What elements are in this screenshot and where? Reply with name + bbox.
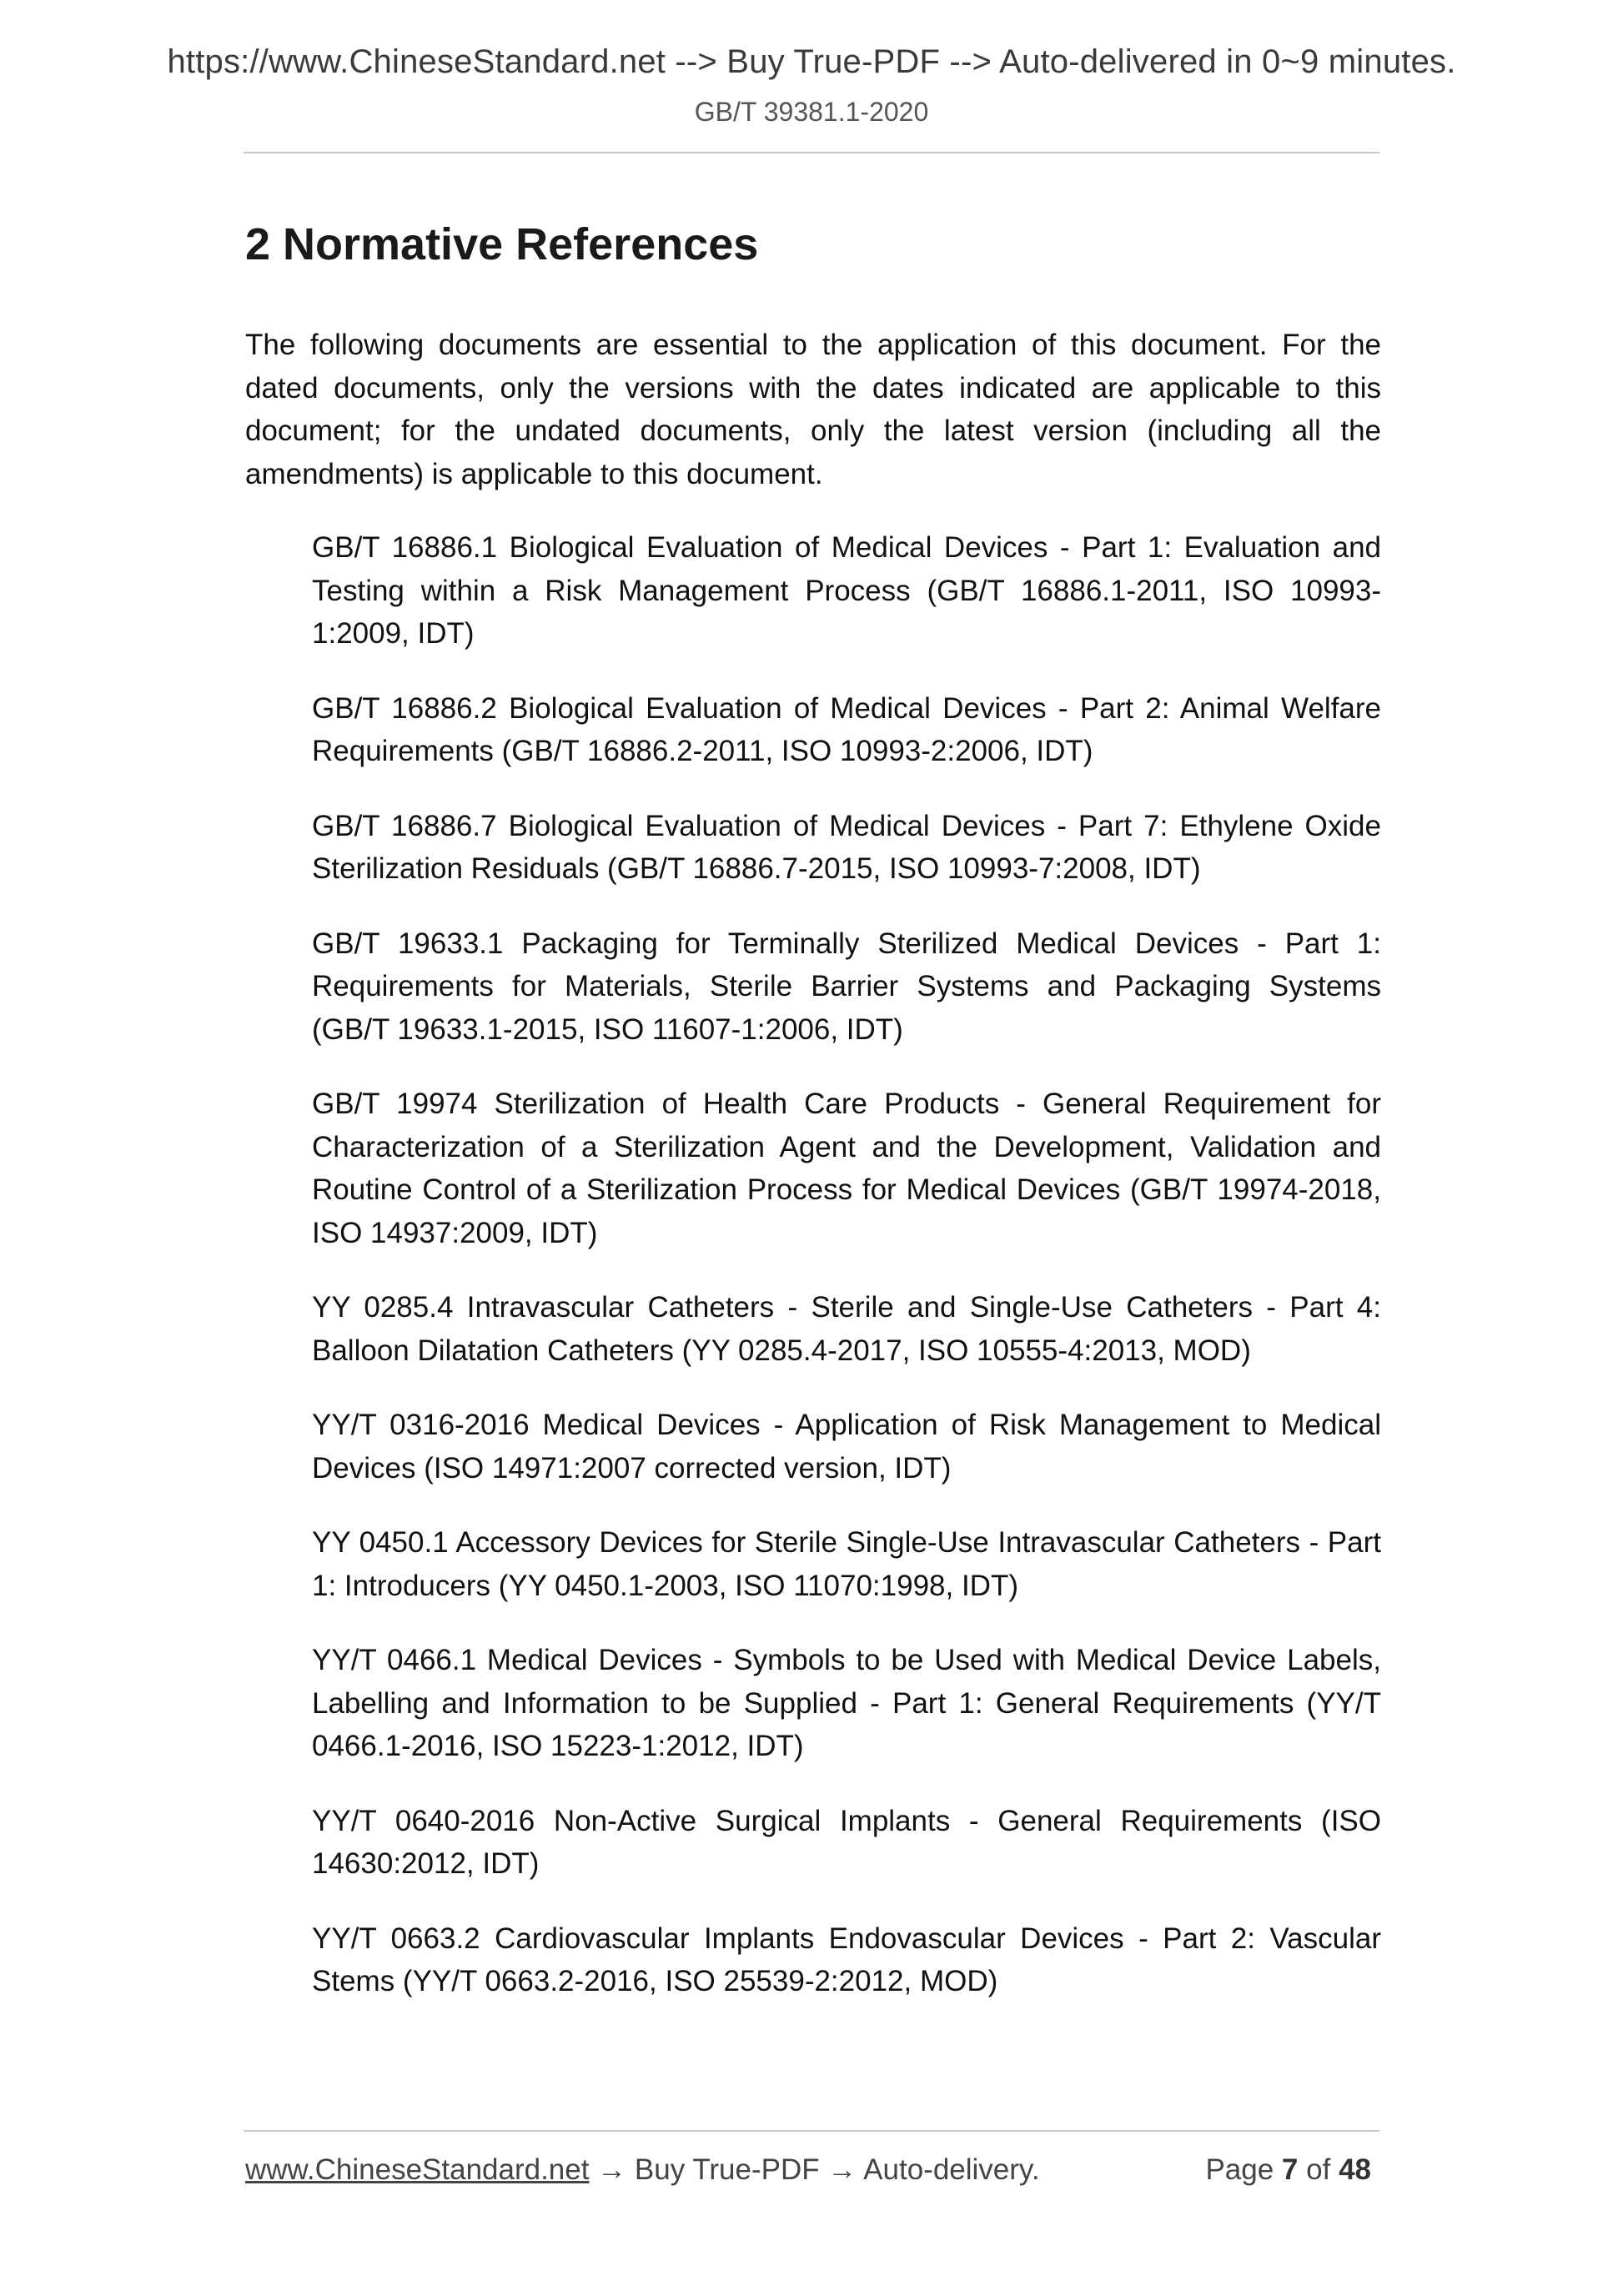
of-word: of [1306,2153,1331,2186]
reference-item: GB/T 16886.7 Biological Evaluation of Medical Devices - Part 7: Ethylene Oxide Sterilization Residuals (GB/T 16886.7-2015, ISO 10993-7:2008, IDT) [312,809,1381,885]
footer-site-link[interactable]: www.ChineseStandard.net [245,2153,590,2186]
reference-list [312,526,1381,2035]
header-banner: https://www.ChineseStandard.net --> Buy True-PDF --> Auto-delivered in 0~9 minutes. [167,43,1456,80]
reference-item: YY/T 0466.1 Medical Devices - Symbols to be Used with Medical Device Labels, Labelling and Information to be Supplied - Part 1: General Requirements (YY/T 0466.1-2016, ISO 15223-1:2012, IDT) [312,1644,1381,1762]
reference-item: GB/T 19974 Sterilization of Health Care Products - General Requirement for Characterization of a Sterilization Agent and the Development, Validation and Routine Control of a Sterilization Process for Medical Devices (GB/T 19974-2018, ISO 14937:2009, IDT) [312,1088,1381,1249]
header-divider [244,152,1379,153]
current-page-number: 7 [1281,2153,1299,2186]
total-pages-number: 48 [1339,2153,1371,2186]
reference-item: YY/T 0316-2016 Medical Devices - Application of Risk Management to Medical Devices (ISO 14971:2007 corrected version, IDT) [312,1409,1381,1485]
page-footer [245,2153,1381,2187]
reference-item: GB/T 19633.1 Packaging for Terminally Sterilized Medical Devices - Part 1: Requirements for Materials, Sterile Barrier Systems and Packaging Systems (GB/T 19633.1-2015, ISO 11607-1:2006, IDT) [312,927,1381,1046]
page-word: Page [1205,2153,1274,2186]
reference-item: GB/T 16886.1 Biological Evaluation of Medical Devices - Part 1: Evaluation and Testing within a Risk Management Process (GB/T 16886.1-2011, ISO 10993-1:2009, IDT) [312,531,1381,650]
section-intro: The following documents are essential to the application of this document. For the dated documents, only the versions with the dates indicated are applicable to this document; for the undated documents, only the latest version (including all the amendments) is applicable to this document. [245,329,1381,490]
reference-item: YY/T 0663.2 Cardiovascular Implants Endovascular Devices - Part 2: Vascular Stems (YY/T 0663.2-2016, ISO 25539-2:2012, MOD) [312,1922,1381,1997]
footer-divider [244,2130,1379,2132]
reference-item: YY/T 0640-2016 Non-Active Surgical Implants - General Requirements (ISO 14630:2012, IDT) [312,1804,1381,1880]
section-title: 2 Normative References [245,219,759,269]
footer-tagline: → Buy True-PDF → Auto-delivery. [589,2153,1040,2186]
document-code: GB/T 39381.1-2020 [694,97,929,127]
reference-item: GB/T 16886.2 Biological Evaluation of Medical Devices - Part 2: Animal Welfare Requirements (GB/T 16886.2-2011, ISO 10993-2:2006, IDT) [312,691,1381,767]
page-indicator [1205,2153,1371,2187]
reference-item: YY 0450.1 Accessory Devices for Sterile Single-Use Intravascular Catheters - Part 1: Introducers (YY 0450.1-2003, ISO 11070:1998, IDT) [312,1526,1381,1602]
reference-item: YY 0285.4 Intravascular Catheters - Sterile and Single-Use Catheters - Part 4: Balloon Dilatation Catheters (YY 0285.4-2017, ISO 10555-4:2013, MOD) [312,1291,1381,1367]
